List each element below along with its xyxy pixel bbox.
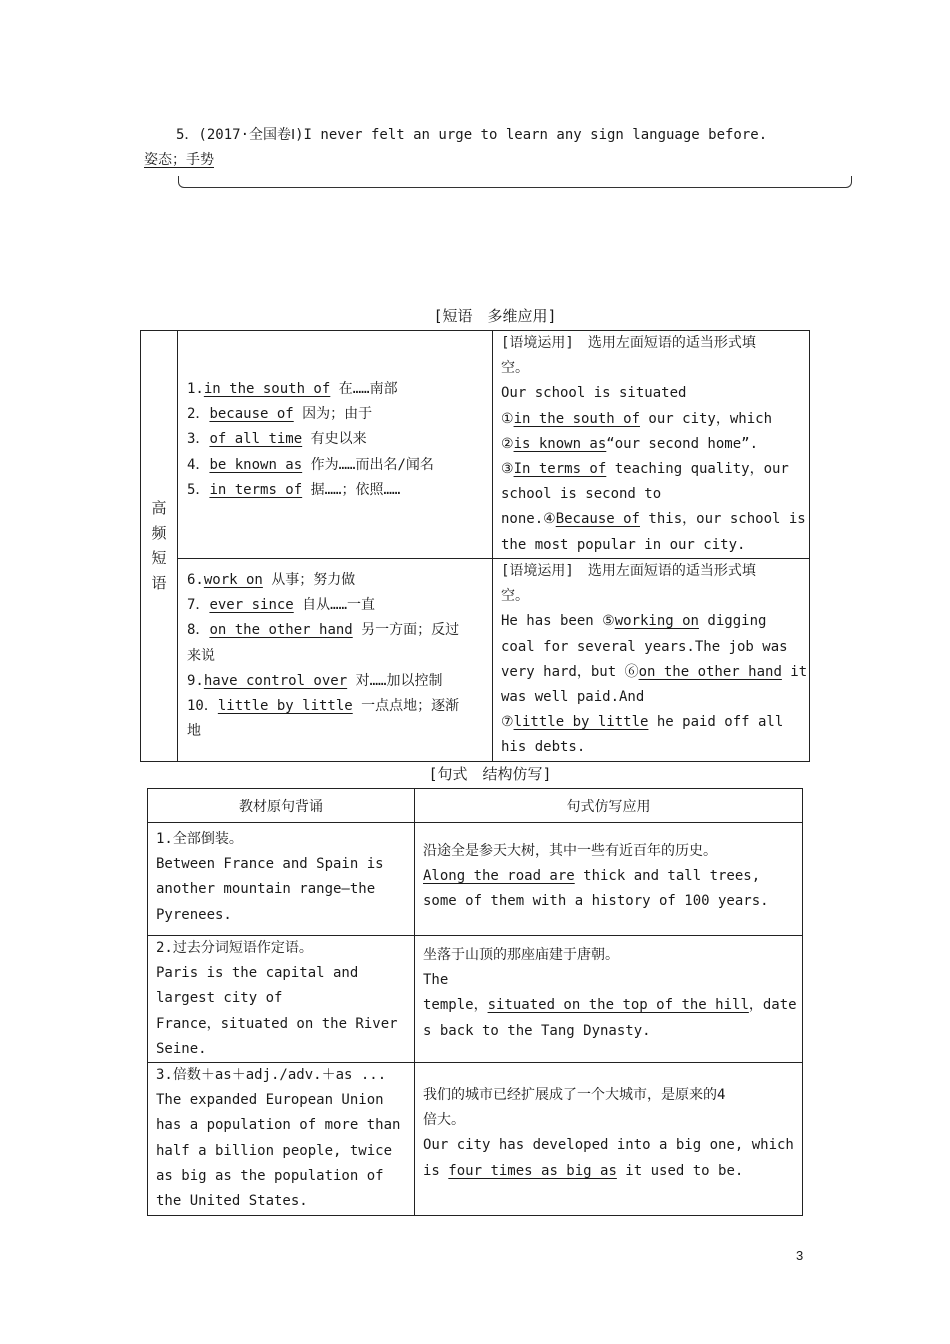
phrases-table xyxy=(140,330,810,762)
imitation-3 xyxy=(415,1063,803,1216)
task-title-cont: 空。 xyxy=(501,360,529,377)
context-task-2 xyxy=(493,559,810,762)
phrase-list-2 xyxy=(178,559,493,762)
task-line: the most popular in our city. xyxy=(501,536,746,553)
question-5: 5．(2017·全国卷Ⅰ)I never felt an urge to learn any sign language before. xyxy=(176,127,768,143)
phrase-list-1 xyxy=(178,331,493,559)
phrase-item: 4．be known as 作为……而出名/闻名 xyxy=(187,456,434,473)
sentence-line: another mountain range—the xyxy=(156,881,376,898)
phrases-heading: [短语 多维应用] xyxy=(433,307,557,325)
answer-line: 姿态；手势 xyxy=(144,152,214,168)
sentence-line: 2.过去分词短语作定语。 xyxy=(156,940,313,956)
phrase-item: 8．on the other hand 另一方面；反过 xyxy=(187,622,460,639)
phrase-item: 6.work on 从事；努力做 xyxy=(187,572,356,588)
sentence-line: Pyrenees. xyxy=(156,906,232,923)
task-line: very hard，but ⑥on the other hand it xyxy=(501,663,808,680)
sentences-table xyxy=(147,788,803,1216)
sentence-line: half a billion people, twice xyxy=(156,1142,393,1159)
imitation-line: is four times as big as it used to be. xyxy=(423,1162,744,1179)
imitation-line: Our city has developed into a big one, which xyxy=(423,1137,794,1154)
sentence-line: The expanded European Union xyxy=(156,1092,384,1109)
imitation-2 xyxy=(415,936,803,1063)
imitation-line: temple，situated on the top of the hill，date xyxy=(423,997,797,1014)
col-header-imitation: 句式仿写应用 xyxy=(415,789,803,823)
sentence-line: Between France and Spain is xyxy=(156,856,384,873)
phrase-item: 9.have control over 对……加以控制 xyxy=(187,672,443,689)
sentence-line: the United States. xyxy=(156,1193,308,1210)
task-line: was well paid.And xyxy=(501,689,645,706)
imitation-line: Along the road are thick and tall trees, xyxy=(423,868,761,885)
task-line: ③In terms of teaching quality，our xyxy=(501,461,789,478)
sentence-line: France，situated on the River xyxy=(156,1015,398,1032)
phrase-item: 7．ever since 自从……一直 xyxy=(187,597,376,614)
task-line: none.④Because of this，our school is xyxy=(501,511,806,528)
sentence-line: 3.倍数＋as＋adj./adv.＋as ... xyxy=(156,1067,387,1084)
page-number: 3 xyxy=(796,1248,804,1263)
side-label-char: 语 xyxy=(151,574,167,592)
imitation-line: 坐落于山顶的那座庙建于唐朝。 xyxy=(423,947,619,963)
task-line: ⑦little by little he paid off all xyxy=(501,714,784,731)
answer-bracket xyxy=(178,176,852,188)
imitation-line: 我们的城市已经扩展成了一个大城市，是原来的4 xyxy=(423,1087,726,1104)
task-title: [语境运用] 选用左面短语的适当形式填 xyxy=(501,335,756,351)
imitation-line: s back to the Tang Dynasty. xyxy=(423,1022,651,1039)
task-line: ②is known as“our second home”. xyxy=(501,435,758,452)
imitation-line: 倍大。 xyxy=(423,1112,465,1129)
sentence-line: has a population of more than xyxy=(156,1117,401,1134)
sentence-line: as big as the population of xyxy=(156,1167,384,1184)
context-task-1 xyxy=(493,331,810,559)
sentence-line: largest city of xyxy=(156,990,283,1007)
original-sentence-3 xyxy=(148,1063,415,1216)
task-title: [语境运用] 选用左面短语的适当形式填 xyxy=(501,563,756,579)
imitation-line: The xyxy=(423,972,449,989)
task-line: Our school is situated xyxy=(501,385,687,402)
imitation-line: some of them with a history of 100 years. xyxy=(423,893,769,910)
sentence-line: Paris is the capital and xyxy=(156,965,359,982)
original-sentence-1 xyxy=(148,823,415,936)
sentence-line: Seine. xyxy=(156,1040,207,1057)
phrase-item-cont: 地 xyxy=(187,723,201,740)
phrase-item: 10．little by little 一点点地；逐渐 xyxy=(187,698,460,715)
task-line: He has been ⑤working on digging xyxy=(501,613,767,630)
task-line: ①in the south of our city，which xyxy=(501,410,773,427)
side-label-cell xyxy=(141,331,178,762)
phrase-item: 2．because of 因为；由于 xyxy=(187,406,373,423)
phrase-item: 3．of all time 有史以来 xyxy=(187,431,367,448)
task-line: school is second to xyxy=(501,486,662,503)
side-label-char: 短 xyxy=(151,549,167,567)
original-sentence-2 xyxy=(148,936,415,1063)
imitation-1 xyxy=(415,823,803,936)
side-label-char: 频 xyxy=(151,524,167,542)
imitation-line: 沿途全是参天大树，其中一些有近百年的历史。 xyxy=(423,843,717,859)
sentence-line: 1.全部倒装。 xyxy=(156,831,243,847)
phrase-item: 1.in the south of 在……南部 xyxy=(187,381,398,397)
task-line: his debts. xyxy=(501,739,586,756)
phrase-item: 5．in terms of 据……；依照…… xyxy=(187,481,401,498)
sentences-heading: [句式 结构仿写] xyxy=(428,765,552,783)
side-label-char: 高 xyxy=(151,499,167,517)
col-header-original: 教材原句背诵 xyxy=(148,789,415,823)
task-line: coal for several years.The job was xyxy=(501,638,788,655)
task-title-cont: 空。 xyxy=(501,588,529,605)
phrase-item-cont: 来说 xyxy=(187,647,215,664)
